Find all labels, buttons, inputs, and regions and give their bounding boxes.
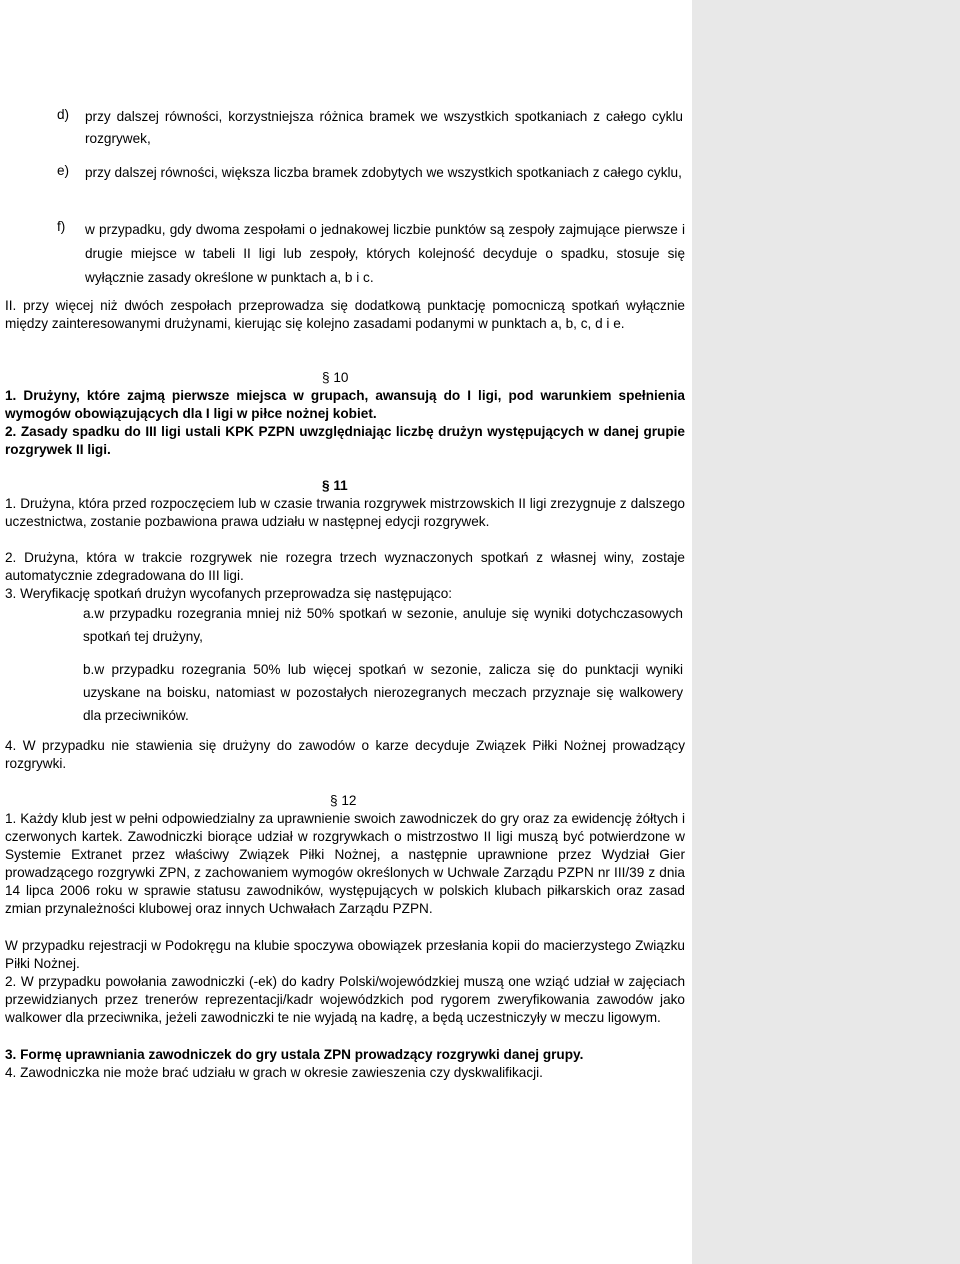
comment-margin-pane: [692, 0, 960, 1264]
section-12-point-1: 1. Każdy klub jest w pełni odpowiedzialny za uprawnienie swoich zawodniczek do gry oraz za ewidencję żółtych i czerwonych kartek. Zawodniczki biorące udział w rozgrywkach o mistrzostwo II ligi muszą być potwierdzone w Systemie Extranet przez właściwy Związek Piłki Nożnej, a następnie uprawnione przez Wydział Gier prowadzącego rozgrywki ZPN, z zachowaniem wymogów określonych w Uchwale Zarządu PZPN nr III/39 z dnia 14 lipca 2006 roku w sprawie statusu zawodników, występujących w polskich klubach piłkarskich oraz zasad zmian przynależności klubowej oraz innych Uchwałach Zarządu PZPN.: [5, 811, 685, 916]
section-11-point-4: 4. W przypadku nie stawienia się drużyny do zawodów o karze decyduje Związek Piłki Nożnej prowadzący rozgrywki.: [5, 738, 685, 771]
section-12-point-2: 2. W przypadku powołania zawodniczki (-ek) do kadry Polski/wojewódzkiej muszą one wziąć udział w zajęciach przewidzianych przez trenerów reprezentacji/kadr wojewódzkich pod rygorem zweryfikowania zawodów jako walkower dla przeciwnika, jeżeli zawodniczki te nie wyjadą na kadrę, a będą uczestniczyły w meczu ligowym.: [5, 974, 685, 1025]
list-label-e: e): [57, 163, 70, 178]
section-11-point-1: 1. Drużyna, która przed rozpoczęciem lub w czasie trwania rozgrywek mistrzowskich II ligi zrezygnuje z dalszego uczestnictwa, zostanie pozbawiona prawa udziału w następnej edycji rozgrywek.: [5, 496, 685, 529]
section-11-point-3a: a.w przypadku rozegrania mniej niż 50% spotkań w sezonie, anuluje się wyniki dotychczasowych spotkań tej drużyny,: [83, 606, 683, 644]
paragraph-II: II. przy więcej niż dwóch zespołach przeprowadza się dodatkową punktację pomocniczą spotkań wyłącznie między zainteresowanymi drużynami, kierując się kolejno zasadami podanymi w punktach a, b, c, d i e.: [5, 298, 685, 331]
section-10-point-1: 1. Drużyny, które zajmą pierwsze miejsca w grupach, awansują do I ligi, pod warunkiem spełnienia wymogów obowiązujących dla I ligi w piłce nożnej kobiet.: [5, 388, 685, 421]
section-12-point-3: 3. Formę uprawniania zawodniczek do gry ustala ZPN prowadzący rozgrywki danej grupy.: [5, 1047, 584, 1062]
section-12-point-4: 4. Zawodniczka nie może brać udziału w grach w okresie zawieszenia czy dyskwalifikacji.: [5, 1065, 543, 1080]
section-12-heading: § 12: [330, 793, 357, 808]
section-11-point-3: 3. Weryfikację spotkań drużyn wycofanych przeprowadza się następująco:: [5, 586, 453, 601]
section-10-point-2: 2. Zasady spadku do III ligi ustali KPK PZPN uwzględniając liczbę drużyn występujących w danej grupie rozgrywek II ligi.: [5, 424, 685, 457]
section-11-point-2: 2. Drużyna, która w trakcie rozgrywek nie rozegra trzech wyznaczonych spotkań z własnej winy, zostaje automatycznie zdegradowana do III ligi.: [5, 550, 685, 583]
list-label-f: f): [57, 219, 66, 234]
section-12-point-1-note: W przypadku rejestracji w Podokręgu na klubie spoczywa obowiązek przesłania kopii do macierzystego Związku Piłki Nożnej.: [5, 938, 685, 971]
list-item-d: przy dalszej równości, korzystniejsza różnica bramek we wszystkich spotkaniach z całego cyklu rozgrywek,: [85, 109, 683, 146]
section-11-point-3b: b.w przypadku rozegrania 50% lub więcej spotkań w sezonie, zalicza się do punktacji wyniki uzyskane na boisku, natomiast w pozostałych nierozegranych meczach przyznaje się walkowery dla przeciwników.: [83, 662, 683, 723]
list-label-d: d): [57, 107, 70, 122]
section-11-heading: § 11: [322, 478, 348, 493]
list-item-f: w przypadku, gdy dwoma zespołami o jednakowej liczbie punktów są zespoły zajmujące pierwsze i drugie miejsce w tabeli II ligi lub zespoły, których kolejność decyduje o spadku, stosuje się wyłącznie zasady określone w punktach a, b i c.: [85, 222, 685, 285]
section-10-heading: § 10: [322, 370, 349, 385]
list-item-e: przy dalszej równości, większa liczba bramek zdobytych we wszystkich spotkaniach z całego cyklu,: [85, 165, 682, 180]
